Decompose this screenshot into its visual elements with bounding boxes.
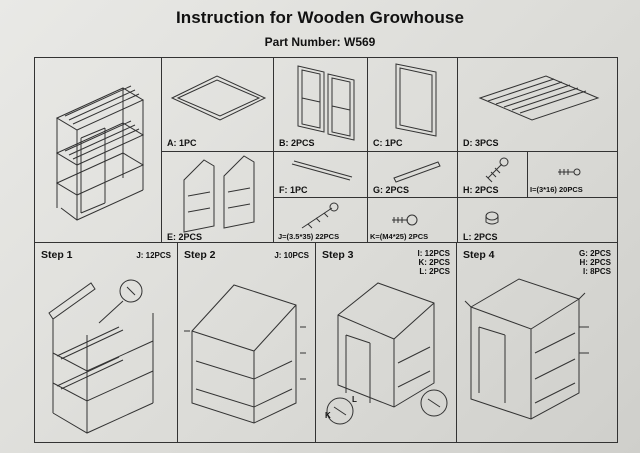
step-1-qty-J: J: 12PCS xyxy=(136,251,171,260)
step-4-cell xyxy=(456,242,618,443)
part-C-cell xyxy=(367,57,458,152)
part-F-label: F: 1PC xyxy=(279,185,308,195)
part-E-side-panels-illustration xyxy=(162,152,275,244)
step-2-qty-J: J: 10PCS xyxy=(274,251,309,260)
step-3-callout-K: K xyxy=(325,411,331,420)
part-F-cell xyxy=(273,151,368,198)
step-2-title: Step 2 xyxy=(184,249,216,261)
part-A-label: A: 1PC xyxy=(167,138,197,148)
step-3-qty-I: I: 12PCS xyxy=(417,249,450,258)
step-4-title: Step 4 xyxy=(463,249,495,261)
step-2-diagram xyxy=(178,243,317,444)
part-E-label: E: 2PCS xyxy=(167,232,203,242)
step-1-title: Step 1 xyxy=(41,249,73,261)
step-1-cell xyxy=(34,242,178,443)
part-G-cell xyxy=(367,151,458,198)
part-E-cell xyxy=(161,151,274,243)
step-3-qty-L: L: 2PCS xyxy=(419,267,450,276)
step-3-cell xyxy=(315,242,457,443)
step-3-diagram xyxy=(316,243,458,444)
part-D-label: D: 3PCS xyxy=(463,138,499,148)
part-B-label: B: 2PCS xyxy=(279,138,315,148)
step-2-cell xyxy=(177,242,316,443)
part-H-label: H: 2PCS xyxy=(463,185,499,195)
part-K-label: K=(M4*25) 2PCS xyxy=(370,232,429,241)
part-J-cell xyxy=(273,197,368,243)
page-title: Instruction for Wooden Growhouse xyxy=(175,8,465,27)
part-I-cell xyxy=(527,151,618,198)
part-J-label: J=(3.5*35) 22PCS xyxy=(278,232,340,241)
step-4-qty-H: H: 2PCS xyxy=(579,258,611,267)
part-A-cell xyxy=(161,57,274,152)
part-I-label: I=(3*16) 20PCS xyxy=(530,185,583,194)
step-3-callout-L: L xyxy=(352,395,357,404)
part-L-label: L: 2PCS xyxy=(463,232,498,242)
step-3-title: Step 3 xyxy=(322,249,354,261)
part-G-label: G: 2PCS xyxy=(373,185,410,195)
step-4-qty-I: I: 8PCS xyxy=(582,267,611,276)
step-1-diagram xyxy=(35,243,179,444)
step-4-qty-G: G: 2PCS xyxy=(578,249,611,258)
step-4-diagram xyxy=(457,243,619,444)
part-number: Part Number: W569 xyxy=(264,35,376,49)
overview-cell xyxy=(34,57,162,243)
part-K-cell xyxy=(367,197,458,243)
assembled-growhouse-illustration xyxy=(35,58,163,244)
step-3-qty-K: K: 2PCS xyxy=(418,258,450,267)
part-B-cell xyxy=(273,57,368,152)
part-D-cell xyxy=(457,57,618,152)
part-L-cell xyxy=(457,197,618,243)
part-C-label: C: 1PC xyxy=(373,138,403,148)
part-H-cell xyxy=(457,151,528,198)
